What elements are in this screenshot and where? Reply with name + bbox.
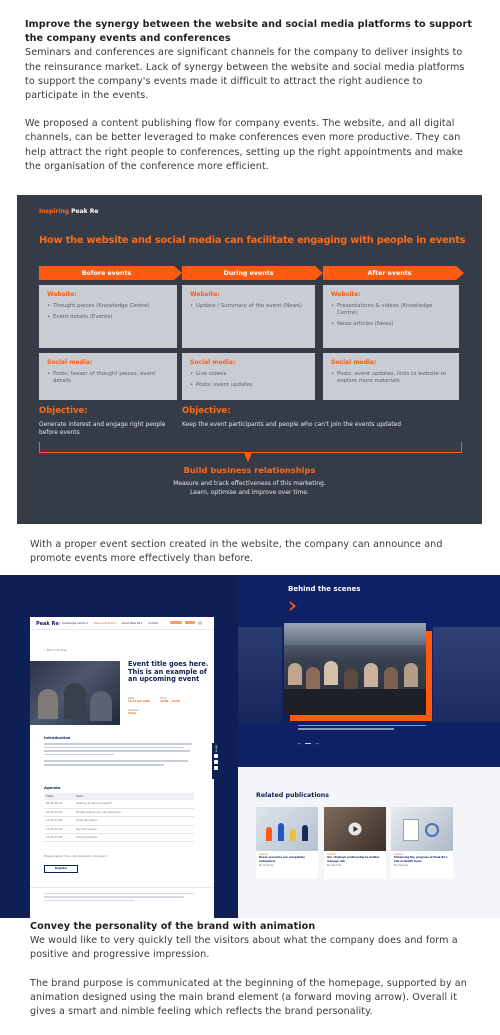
email-icon[interactable] — [214, 766, 218, 770]
card-before-website — [39, 285, 177, 348]
phase-after-events — [323, 266, 456, 280]
objective-2-title: Objective: — [182, 406, 231, 416]
card-item: • Live videos — [196, 371, 309, 378]
event-date — [128, 697, 150, 704]
agenda-time: 10:30–11:00 — [46, 819, 63, 823]
time-label: Time — [160, 697, 167, 700]
card-item: • News articles (News) — [337, 321, 453, 328]
gallery-pager — [298, 741, 319, 746]
agenda-col-topic: Topic — [76, 795, 84, 798]
result-title: Build business relationships — [183, 465, 316, 475]
infographic-title: How the website and social media can facilitate engaging with people in events — [39, 235, 466, 246]
card-item: • Presentations & videos (Knowledge Centre) — [337, 303, 453, 317]
card-during-website — [182, 285, 315, 348]
card-title: Social media: — [47, 359, 93, 366]
phase-during-events — [182, 266, 315, 280]
card-item: • Thought pieces (Knowledge Centre) — [53, 303, 171, 310]
agenda-time: 09:30–10:30 — [46, 810, 63, 814]
agenda-col-time: Time — [46, 795, 54, 798]
phase-before-events — [39, 266, 174, 280]
footer-divider — [30, 887, 214, 888]
agenda-header-row — [44, 793, 194, 800]
events-infographic — [17, 195, 482, 524]
objective-1-title: Objective: — [39, 406, 88, 416]
agenda-topic: Panel discussion — [76, 819, 98, 823]
event-meta — [128, 697, 210, 704]
header-utilities — [170, 621, 208, 625]
objective-1-text: Generate interest and engage right people before events — [39, 422, 166, 436]
publication-author: By Peak Re — [394, 864, 409, 868]
agenda-topic: Opening & welcome speech — [76, 802, 113, 806]
event-hero-image — [30, 661, 120, 725]
gallery-next-image[interactable] — [433, 627, 500, 723]
table-row — [44, 800, 194, 808]
table-row — [44, 834, 194, 842]
publication-card[interactable] — [324, 807, 386, 879]
outro-paragraph-1: We would like to very quickly tell the visitors about what the company does and form a positive and progressive impression. — [30, 935, 458, 961]
linkedin-icon[interactable] — [214, 754, 218, 758]
outro-paragraph-2: The brand purpose is communicated at the beginning of the homepage, supported by an animation designed using the main brand element (a forward moving arrow). Overall it gives a smart and nimble feeling which reflects the brand personality. — [30, 977, 467, 1018]
outro-heading: Convey the personality of the brand with animation — [30, 921, 316, 932]
agenda-topic: Keynote session — [76, 827, 97, 831]
card-title: Website: — [47, 291, 77, 298]
event-time — [160, 697, 180, 704]
card-item: • Event details (Events) — [53, 314, 171, 321]
card-item: • Posts: teaser of thought pieces, event details — [53, 371, 171, 385]
publication-image — [324, 807, 386, 851]
phase-label: During events — [223, 269, 274, 277]
header-divider — [30, 629, 214, 630]
caption-text: With a proper event section created in the website, the company can announce and promote events more effectively than before. — [30, 539, 443, 565]
nav-item-about[interactable]: About Peak Re ▾ — [121, 622, 143, 625]
phase-label: Before events — [81, 269, 132, 277]
register-button[interactable] — [44, 865, 78, 873]
language-icon[interactable] — [185, 621, 195, 624]
card-title: Website: — [331, 291, 361, 298]
register-button-label: Register — [54, 867, 68, 871]
date-label: Date — [128, 697, 135, 700]
publication-author: By Peak Re — [259, 864, 274, 868]
publication-title: Our strategic partnership to bolster manage risk — [327, 856, 380, 863]
publication-author: By Peak Re — [327, 864, 342, 868]
nav-item-knowledge[interactable]: Knowledge Centre ▾ — [62, 622, 88, 625]
publication-title: Doom scenarios are completely unfounded — [259, 856, 305, 863]
agenda-table — [44, 793, 194, 842]
search-icon[interactable] — [170, 621, 182, 624]
card-before-social — [39, 353, 177, 400]
related-publications-heading: Related publications — [256, 792, 330, 799]
introduction-heading: Introduction — [44, 735, 71, 740]
publication-card[interactable] — [256, 807, 318, 879]
intro-section — [25, 18, 477, 174]
register-note: Please register if you are interested in the event — [44, 855, 107, 858]
publication-card[interactable] — [391, 807, 453, 879]
caption-section — [30, 538, 450, 566]
agenda-heading: Agenda — [44, 785, 61, 790]
card-title: Social media: — [331, 359, 377, 366]
result-line-1: Measure and track effectiveness of this marketing. — [173, 480, 326, 487]
card-after-website — [323, 285, 459, 348]
conference-photo — [284, 623, 426, 715]
publication-image — [391, 807, 453, 851]
publication-image — [256, 807, 318, 851]
card-title: Social media: — [190, 359, 236, 366]
chevron-right-icon[interactable] — [289, 601, 296, 611]
card-title: Website: — [190, 291, 220, 298]
publication-tag: Article — [394, 853, 403, 856]
nav-item-news-events[interactable]: News & Events ▾ — [93, 622, 116, 625]
brand-prefix: Inspiring — [39, 208, 70, 215]
card-item: • Posts: event updates — [196, 382, 309, 389]
card-item: • Update / Summary of the event (News) — [196, 303, 309, 310]
footer-text — [44, 893, 194, 901]
card-item: • Posts: event updates, links to website to explore more materials — [337, 371, 453, 385]
card-during-social — [182, 353, 315, 400]
behind-scenes-heading: Behind the scenes — [288, 585, 361, 593]
phase-label: After events — [367, 269, 412, 277]
result-line-2: Learn, optimise and improve over time. — [190, 489, 309, 496]
photo-caption — [298, 725, 426, 730]
intro-paragraph-2: We proposed a content publishing flow for company events. The website, and all digital channels, can be better leveraged to make conferences even more productive. They can help attract the right people to conferences, setting up the right appointments and make the organisation of the conference more efficient. — [25, 118, 463, 172]
nav-item-contact[interactable]: Contact — [148, 622, 159, 625]
location-label: Location — [128, 709, 139, 712]
event-location — [128, 709, 139, 716]
location-value: China — [128, 712, 137, 716]
table-row — [44, 817, 194, 825]
introduction-body — [44, 743, 194, 768]
table-row — [44, 809, 194, 817]
agenda-time: 11:00–12:00 — [46, 827, 63, 831]
gallery-prev-image[interactable] — [238, 627, 282, 723]
table-row — [44, 826, 194, 834]
share-label: Share — [214, 745, 218, 753]
logo-text: Peak Re — [36, 621, 59, 627]
brand-name: Peak Re — [71, 208, 99, 215]
arrow-right-icon[interactable]: → — [315, 741, 319, 746]
time-value: 10:00 – 11:30 — [160, 700, 180, 704]
agenda-time: 09:00–09:30 — [46, 802, 63, 806]
brand-logo — [39, 208, 98, 215]
menu-icon[interactable] — [198, 621, 202, 625]
play-icon[interactable] — [348, 822, 362, 836]
card-after-social — [323, 353, 459, 400]
outro-section — [30, 920, 470, 1019]
event-page-screen — [30, 617, 214, 918]
event-page-mockup — [0, 575, 238, 918]
down-arrow-icon — [244, 453, 252, 462]
agenda-topic: Market outlook and risk discussion — [76, 810, 121, 814]
behind-the-scenes-mockup — [238, 575, 500, 918]
arrow-left-icon[interactable]: ← — [298, 741, 302, 746]
back-to-events-link[interactable]: ← Back to Events — [44, 649, 67, 652]
bracket-line — [39, 442, 462, 453]
date-value: 12–17 Jan 2020 — [128, 700, 151, 704]
publication-tag: Article — [259, 853, 268, 856]
intro-heading: Improve the synergy between the website and social media platforms to support the company events and conferences — [25, 19, 473, 45]
event-title: Event title goes here. This is an example of an upcoming event — [128, 660, 209, 684]
site-logo[interactable]: Peak Re› — [36, 621, 61, 627]
publication-title: Enhancing the progress of Peak Re's Life & Health team — [394, 856, 448, 863]
site-nav — [62, 622, 158, 625]
agenda-topic: Closing remarks — [76, 836, 97, 840]
pager-indicator — [305, 743, 311, 744]
intro-paragraph-1: Seminars and conferences are significant channels for the company to deliver insights to the reinsurance market. Lack of synergy between the website and social media platforms to support the company's events made it difficult to attract the right audience to participate in the events. — [25, 47, 465, 102]
publication-tag: Article — [327, 853, 336, 856]
agenda-time: 12:00–13:00 — [46, 836, 63, 840]
share-sidebar — [212, 743, 220, 779]
twitter-icon[interactable] — [214, 760, 218, 764]
objective-2-text: Keep the event participants and people who can't join the events updated — [182, 422, 401, 428]
